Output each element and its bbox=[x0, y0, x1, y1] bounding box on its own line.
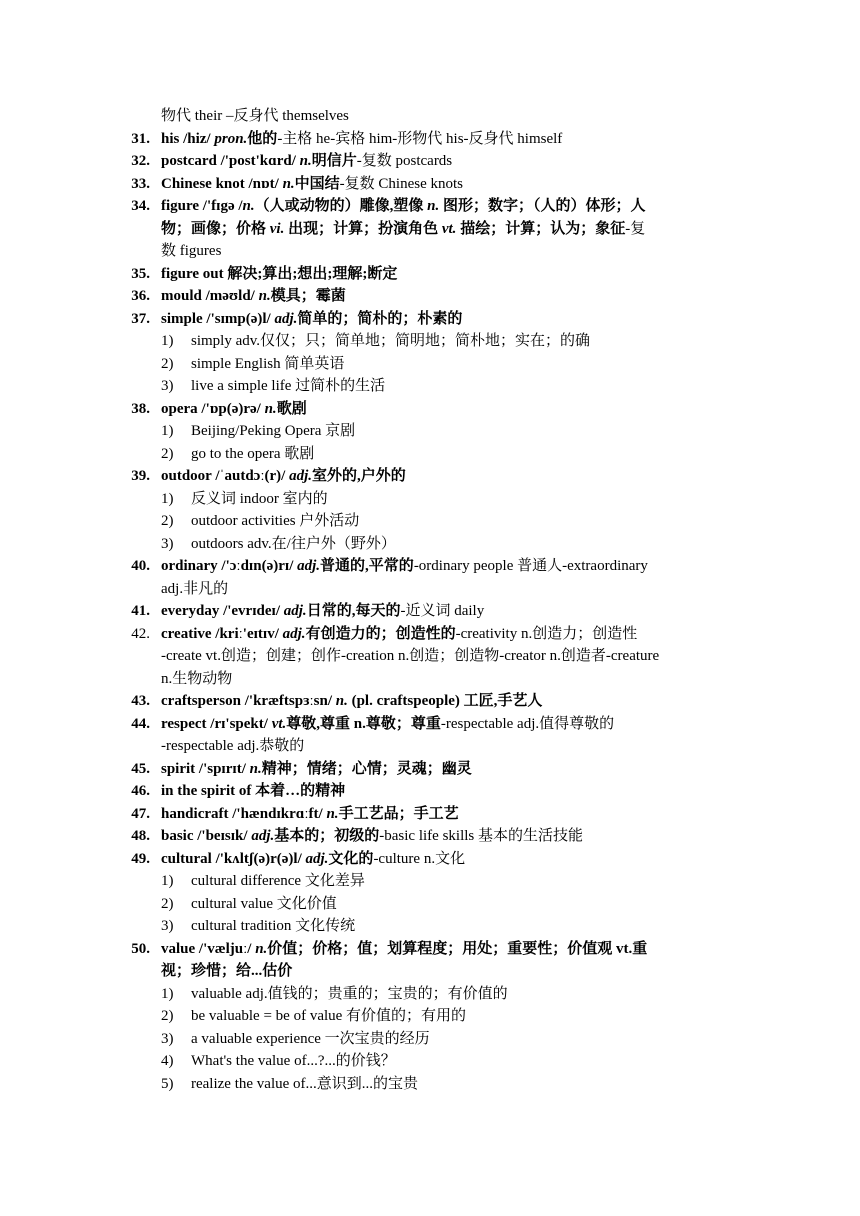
line-text bbox=[161, 780, 345, 803]
text-segment: 中国结 bbox=[294, 175, 340, 192]
line-text bbox=[191, 510, 359, 533]
entry-number: 42. bbox=[131, 625, 150, 642]
text-segment: figure out 解决;算出;想出;理解;断定 bbox=[161, 265, 398, 282]
text-segment: n. bbox=[299, 153, 312, 169]
text-segment: 精神；情绪；心情；灵魂；幽灵 bbox=[261, 760, 472, 777]
line-text bbox=[161, 690, 542, 713]
line-text bbox=[161, 645, 659, 668]
line-text bbox=[161, 623, 637, 646]
sub-item-marker: 3) bbox=[161, 378, 174, 394]
text-segment: 物；画像；价格 bbox=[161, 220, 270, 237]
text-segment: spirit /'spɪrɪt/ bbox=[161, 760, 250, 777]
entry-number: 39. bbox=[131, 468, 150, 484]
text-segment: 尊敬,尊重 n.尊敬；尊重 bbox=[286, 715, 441, 732]
line-text bbox=[191, 870, 365, 893]
text-segment: n. bbox=[282, 175, 295, 192]
line-text bbox=[161, 218, 645, 241]
text-segment: adj. bbox=[282, 625, 306, 642]
text-segment: outdoor /ˈautdɔː(r)/ bbox=[161, 468, 290, 484]
entry-line bbox=[0, 263, 860, 286]
text-segment: adj. bbox=[251, 828, 275, 844]
text-segment: cultural /'kʌltʃ(ə)r(ə)l/ bbox=[161, 850, 306, 867]
line-text bbox=[161, 758, 472, 781]
entry-line bbox=[0, 848, 860, 871]
text-segment: mould /məʊld/ bbox=[161, 288, 259, 304]
text-segment: -复数 Chinese knots bbox=[339, 175, 463, 192]
text-segment: vt. bbox=[441, 220, 457, 237]
continuation-line bbox=[0, 735, 860, 758]
text-segment: a valuable experience 一次宝贵的经历 bbox=[191, 1030, 430, 1047]
text-segment: -ordinary people 普通人-extraordinary bbox=[413, 558, 648, 574]
text-segment: adj.非凡的 bbox=[161, 580, 229, 597]
text-segment: adj. bbox=[289, 468, 312, 484]
sub-item-line bbox=[0, 420, 860, 443]
continuation-line bbox=[0, 668, 860, 691]
line-text bbox=[191, 420, 355, 443]
text-segment: -复 bbox=[625, 220, 646, 237]
sub-item-marker: 5) bbox=[161, 1075, 174, 1092]
sub-item-line bbox=[0, 330, 860, 353]
text-segment: 手工艺品；手工艺 bbox=[338, 805, 459, 822]
line-text bbox=[191, 1005, 466, 1028]
entry-number: 34. bbox=[131, 198, 150, 214]
continuation-line bbox=[0, 960, 860, 983]
continuation-line bbox=[0, 218, 860, 241]
line-text bbox=[161, 735, 304, 758]
sub-item-line bbox=[0, 533, 860, 556]
line-text bbox=[161, 285, 346, 308]
text-segment: -basic life skills 基本的生活技能 bbox=[379, 828, 583, 844]
text-segment: creative /kriː'eɪtɪv/ bbox=[161, 625, 283, 642]
line-text bbox=[191, 330, 590, 353]
text-segment: vt. bbox=[271, 715, 287, 732]
text-segment: ordinary /'ɔːdɪn(ə)rɪ/ bbox=[161, 558, 298, 574]
sub-item-marker: 2) bbox=[161, 895, 174, 912]
text-segment: respect /rɪ'spekt/ bbox=[161, 715, 272, 732]
line-text bbox=[191, 915, 355, 938]
line-text bbox=[161, 173, 463, 196]
text-segment: postcard /'post'kɑrd/ bbox=[161, 153, 300, 169]
entry-line bbox=[0, 128, 860, 151]
entry-number: 31. bbox=[131, 130, 150, 147]
entry-number: 43. bbox=[131, 693, 150, 709]
text-segment: 反义词 indoor 室内的 bbox=[191, 490, 328, 507]
text-segment: adj. bbox=[305, 850, 329, 867]
line-text bbox=[161, 398, 307, 421]
sub-item-line bbox=[0, 1050, 860, 1073]
text-segment: n.生物动物 bbox=[161, 670, 233, 687]
text-segment: 歌剧 bbox=[276, 400, 307, 417]
sub-item-marker: 3) bbox=[161, 918, 174, 934]
entry-line bbox=[0, 150, 860, 173]
entry-line bbox=[0, 555, 860, 578]
entry-number: 38. bbox=[131, 400, 150, 417]
entry-number: 33. bbox=[131, 175, 150, 192]
text-segment: -respectable adj.恭敬的 bbox=[161, 738, 305, 754]
text-segment: simple English 简单英语 bbox=[191, 355, 345, 372]
line-text bbox=[161, 465, 406, 488]
text-segment: -culture n.文化 bbox=[373, 850, 466, 867]
text-segment: Chinese knot /nɒt/ bbox=[161, 175, 283, 192]
entry-line bbox=[0, 825, 860, 848]
entry-number: 45. bbox=[131, 760, 150, 777]
text-segment: handicraft /'hændɪkrɑːft/ bbox=[161, 805, 327, 822]
entry-line bbox=[0, 398, 860, 421]
entry-number: 32. bbox=[131, 153, 150, 169]
line-text bbox=[161, 555, 648, 578]
entry-number: 40. bbox=[131, 558, 150, 574]
line-text bbox=[161, 195, 646, 218]
sub-item-marker: 3) bbox=[161, 1030, 174, 1047]
sub-item-line bbox=[0, 488, 860, 511]
text-segment: simply adv.仅仅；只；简单地；简明地；简朴地；实在；的确 bbox=[191, 333, 591, 349]
entry-line bbox=[0, 600, 860, 623]
text-segment: figure /'fɪgə / bbox=[161, 198, 243, 214]
text-segment: （人或动物的）雕像,塑像 bbox=[254, 198, 428, 214]
line-text bbox=[191, 983, 508, 1006]
sub-item-marker: 1) bbox=[161, 490, 174, 507]
text-segment: cultural tradition 文化传统 bbox=[191, 918, 356, 934]
sub-item-marker: 2) bbox=[161, 513, 174, 529]
text-segment: n. bbox=[255, 940, 268, 957]
text-segment: value /'væljuː/ bbox=[161, 940, 256, 957]
text-segment: n. bbox=[264, 400, 277, 417]
text-segment: 描绘；计算；认为；象征 bbox=[456, 220, 626, 237]
sub-item-line bbox=[0, 915, 860, 938]
entry-number: 41. bbox=[131, 603, 150, 619]
text-segment: 简单的；简朴的；朴素的 bbox=[297, 310, 463, 327]
line-text bbox=[161, 578, 228, 601]
entry-line bbox=[0, 690, 860, 713]
text-segment: outdoors adv.在/往户外（野外） bbox=[191, 535, 396, 552]
text-segment: -主格 he-宾格 him-形物代 his-反身代 himself bbox=[277, 130, 563, 147]
entry-line bbox=[0, 713, 860, 736]
continuation-line bbox=[0, 240, 860, 263]
text-segment: n. bbox=[326, 805, 339, 822]
sub-item-marker: 2) bbox=[161, 355, 174, 372]
text-segment: in the spirit of 本着…的精神 bbox=[161, 783, 346, 799]
text-segment: -respectable adj.值得尊敬的 bbox=[440, 715, 615, 732]
entry-line bbox=[0, 195, 860, 218]
text-segment: -creativity n.创造力；创造性 bbox=[455, 625, 638, 642]
entry-number: 36. bbox=[131, 288, 150, 304]
sub-item-line bbox=[0, 1073, 860, 1096]
line-text bbox=[161, 938, 647, 961]
line-text bbox=[161, 128, 562, 151]
line-text bbox=[161, 105, 349, 128]
continuation-line bbox=[0, 645, 860, 668]
text-segment: pron. bbox=[214, 130, 248, 147]
line-text bbox=[161, 960, 292, 983]
entry-line bbox=[0, 285, 860, 308]
text-segment: n. bbox=[249, 760, 262, 777]
text-segment: 基本的；初级的 bbox=[274, 828, 380, 844]
sub-item-marker: 1) bbox=[161, 873, 174, 889]
text-segment: go to the opera 歌剧 bbox=[191, 445, 315, 462]
sub-item-line bbox=[0, 443, 860, 466]
text-segment: cultural value 文化价值 bbox=[191, 895, 337, 912]
text-segment: craftsperson /'kræftspɜːsn/ bbox=[161, 693, 336, 709]
text-segment: 数 figures bbox=[161, 243, 222, 259]
text-segment: -create vt.创造；创建；创作-creation n.创造；创造物-creator n.创造者-creature bbox=[161, 648, 660, 664]
text-segment: 有创造力的；创造性的 bbox=[305, 625, 456, 642]
line-text bbox=[161, 308, 462, 331]
text-segment: be valuable = be of value 有价值的；有用的 bbox=[191, 1008, 467, 1024]
entry-line bbox=[0, 758, 860, 781]
entry-line bbox=[0, 938, 860, 961]
text-segment: n. bbox=[258, 288, 271, 304]
text-segment: 视；珍惜；给...估价 bbox=[161, 963, 293, 979]
sub-item-marker: 1) bbox=[161, 423, 174, 439]
line-text bbox=[191, 488, 328, 511]
line-text bbox=[191, 443, 314, 466]
text-segment: opera /'ɒp(ə)rə/ bbox=[161, 400, 265, 417]
entry-number: 49. bbox=[131, 850, 150, 867]
text-segment: -近义词 daily bbox=[400, 603, 485, 619]
sub-item-line bbox=[0, 353, 860, 376]
text-segment: his /hiz/ bbox=[161, 130, 215, 147]
text-segment: Beijing/Peking Opera 京剧 bbox=[191, 423, 356, 439]
text-segment: n. bbox=[335, 693, 348, 709]
sub-item-marker: 1) bbox=[161, 333, 174, 349]
line-text bbox=[191, 893, 337, 916]
text-segment: 模具；霉菌 bbox=[270, 288, 346, 304]
text-segment: 价值；价格；值；划算程度；用处；重要性；价值观 vt.重 bbox=[267, 940, 648, 957]
text-segment: vi. bbox=[269, 220, 285, 237]
entry-number: 37. bbox=[131, 310, 150, 327]
sub-item-line bbox=[0, 893, 860, 916]
text-segment: adj. bbox=[274, 310, 298, 327]
text-segment: adj. bbox=[283, 603, 307, 619]
sub-item-marker: 2) bbox=[161, 1008, 174, 1024]
text-segment: 物代 their –反身代 themselves bbox=[161, 108, 349, 124]
entry-number: 35. bbox=[131, 265, 150, 282]
text-segment: everyday /'evrɪdeɪ/ bbox=[161, 603, 284, 619]
line-text bbox=[161, 263, 397, 286]
entry-number: 50. bbox=[131, 940, 150, 957]
text-segment: n. bbox=[242, 198, 255, 214]
entry-number: 46. bbox=[131, 783, 150, 799]
continuation-line bbox=[0, 578, 860, 601]
entry-line bbox=[0, 780, 860, 803]
line-text bbox=[191, 533, 396, 556]
line-text bbox=[191, 1028, 430, 1051]
text-segment: realize the value of...意识到...的宝贵 bbox=[191, 1075, 419, 1092]
entry-line bbox=[0, 173, 860, 196]
line-text bbox=[161, 848, 465, 871]
text-segment: 普通的,平常的 bbox=[320, 558, 414, 574]
sub-item-marker: 1) bbox=[161, 985, 174, 1002]
line-text bbox=[161, 668, 232, 691]
text-segment: adj. bbox=[297, 558, 321, 574]
continuation-line bbox=[0, 105, 860, 128]
sub-item-line bbox=[0, 1005, 860, 1028]
line-text bbox=[161, 600, 484, 623]
entry-number: 47. bbox=[131, 805, 150, 822]
line-text bbox=[191, 375, 385, 398]
text-segment: live a simple life 过简朴的生活 bbox=[191, 378, 386, 394]
text-segment: 明信片 bbox=[311, 153, 357, 169]
sub-item-line bbox=[0, 870, 860, 893]
text-segment: What's the value of...?...的价钱？ bbox=[191, 1053, 396, 1069]
sub-item-marker: 4) bbox=[161, 1053, 174, 1069]
sub-item-line bbox=[0, 375, 860, 398]
text-segment: outdoor activities 户外活动 bbox=[191, 513, 360, 529]
line-text bbox=[161, 150, 452, 173]
sub-item-marker: 3) bbox=[161, 535, 174, 552]
text-segment: simple /'sɪmp(ə)l/ bbox=[161, 310, 275, 327]
line-text bbox=[191, 353, 344, 376]
line-text bbox=[161, 803, 459, 826]
vocabulary-list bbox=[0, 105, 860, 1095]
text-segment: 图形；数字；（人的）体形；人 bbox=[439, 198, 646, 214]
text-segment: 室外的,户外的 bbox=[311, 468, 406, 484]
text-segment: valuable adj.值钱的；贵重的；宝贵的；有价值的 bbox=[191, 985, 508, 1002]
text-segment: 他的 bbox=[247, 130, 278, 147]
entry-number: 48. bbox=[131, 828, 150, 844]
sub-item-marker: 2) bbox=[161, 445, 174, 462]
text-segment: -复数 postcards bbox=[356, 153, 453, 169]
text-segment: (pl. craftspeople) 工匠,手艺人 bbox=[347, 693, 543, 709]
entry-line bbox=[0, 465, 860, 488]
sub-item-line bbox=[0, 983, 860, 1006]
text-segment: 文化的 bbox=[328, 850, 374, 867]
line-text bbox=[191, 1073, 418, 1096]
line-text bbox=[191, 1050, 396, 1073]
text-segment: basic /'beɪsɪk/ bbox=[161, 828, 252, 844]
line-text bbox=[161, 240, 221, 263]
line-text bbox=[161, 713, 614, 736]
entry-line bbox=[0, 623, 860, 646]
text-segment: 日常的,每天的 bbox=[306, 603, 401, 619]
entry-line bbox=[0, 803, 860, 826]
entry-line bbox=[0, 308, 860, 331]
sub-item-line bbox=[0, 510, 860, 533]
text-segment: 出现；计算；扮演角色 bbox=[284, 220, 442, 237]
sub-item-line bbox=[0, 1028, 860, 1051]
line-text bbox=[161, 825, 583, 848]
text-segment: n. bbox=[427, 198, 440, 214]
entry-number: 44. bbox=[131, 715, 150, 732]
text-segment: cultural difference 文化差异 bbox=[191, 873, 365, 889]
